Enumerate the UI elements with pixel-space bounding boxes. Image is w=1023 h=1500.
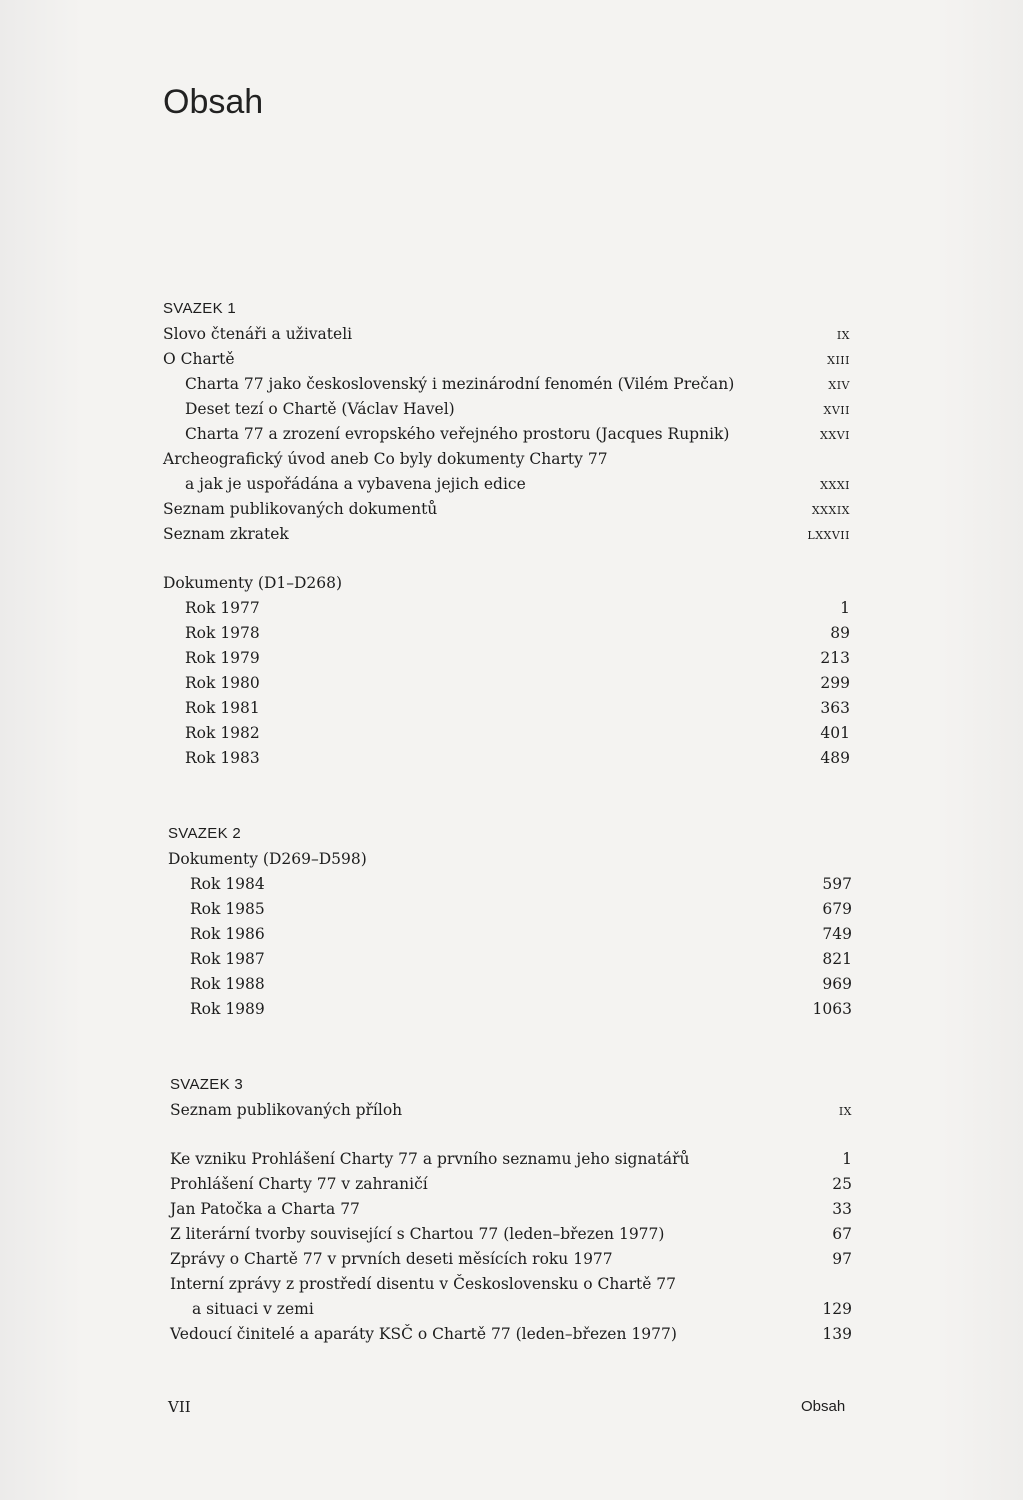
toc-entry-page: 401 (820, 724, 850, 742)
toc-entry-title: Vedoucí činitelé a aparáty KSČ o Chartě 77 (leden–březen 1977) (170, 1325, 677, 1343)
toc-entry[interactable] (163, 497, 850, 521)
toc-entry-title: Rok 1986 (190, 925, 265, 943)
toc-entry[interactable] (170, 1222, 852, 1246)
toc-entry[interactable] (170, 1272, 852, 1296)
volume-heading: SVAZEK 3 (170, 1076, 243, 1093)
toc-entry[interactable] (163, 571, 850, 595)
toc-entry-title: Rok 1977 (185, 599, 260, 617)
toc-entry-title: Zprávy o Chartě 77 v prvních deseti měsících roku 1977 (170, 1250, 613, 1268)
toc-entry-page: 139 (822, 1325, 852, 1343)
toc-entry[interactable] (163, 472, 850, 496)
toc-entry-page: ix (838, 1101, 852, 1119)
toc-entry[interactable] (163, 347, 850, 371)
toc-entry[interactable] (163, 646, 850, 670)
toc-entry-page: xiv (828, 375, 850, 393)
toc-entry-title: Rok 1987 (190, 950, 265, 968)
toc-entry[interactable] (168, 947, 852, 971)
toc-entry-page: xxvi (820, 425, 850, 443)
toc-entry-title: Ke vzniku Prohlášení Charty 77 a prvního seznamu jeho signatářů (170, 1150, 690, 1168)
toc-entry[interactable] (163, 721, 850, 745)
toc-entry-page: xxxix (811, 500, 850, 518)
toc-entry-title: Dokumenty (D269–D598) (168, 850, 367, 868)
toc-entry-page: 97 (832, 1250, 852, 1268)
toc-entry[interactable] (163, 447, 850, 471)
toc-entry-title: Charta 77 jako československý i mezinárodní fenomén (Vilém Prečan) (185, 375, 735, 393)
toc-entry-page: xiii (827, 350, 850, 368)
toc-entry[interactable] (170, 1247, 852, 1271)
toc-entry-title: Seznam zkratek (163, 525, 289, 543)
toc-entry-page: 89 (830, 624, 850, 642)
footer-section-name: Obsah (801, 1398, 846, 1415)
toc-entry[interactable] (170, 1172, 852, 1196)
toc-entry[interactable] (163, 397, 850, 421)
toc-entry-page: 1 (842, 1150, 852, 1168)
toc-entry-page: 1063 (812, 1000, 852, 1018)
toc-entry-title: Archeografický úvod aneb Co byly dokumenty Charty 77 (163, 450, 608, 468)
toc-entry-title: Rok 1980 (185, 674, 260, 692)
volume-heading: SVAZEK 1 (163, 300, 236, 317)
toc-entry[interactable] (163, 372, 850, 396)
toc-entry-page: 489 (820, 749, 850, 767)
toc-entry-title: a situaci v zemi (192, 1300, 314, 1318)
toc-entry[interactable] (168, 872, 852, 896)
toc-entry-title: Jan Patočka a Charta 77 (170, 1200, 360, 1218)
toc-entry-title: Rok 1983 (185, 749, 260, 767)
toc-entry[interactable] (163, 422, 850, 446)
toc-entry[interactable] (170, 1197, 852, 1221)
toc-entry-page: xxxi (820, 475, 850, 493)
toc-entry-page: 821 (822, 950, 852, 968)
toc-entry-page: 1 (840, 599, 850, 617)
toc-entry[interactable] (163, 671, 850, 695)
toc-entry[interactable] (163, 621, 850, 645)
toc-entry-page: 33 (832, 1200, 852, 1218)
toc-entry-page: 129 (822, 1300, 852, 1318)
toc-entry[interactable] (168, 972, 852, 996)
toc-entry[interactable] (168, 847, 852, 871)
toc-entry-title: Rok 1985 (190, 900, 265, 918)
toc-entry-page: lxxvii (807, 525, 850, 543)
toc-entry-title: Rok 1984 (190, 875, 265, 893)
toc-entry-title: Charta 77 a zrození evropského veřejného prostoru (Jacques Rupnik) (185, 425, 730, 443)
toc-entry-page: 597 (822, 875, 852, 893)
toc-entry[interactable] (163, 596, 850, 620)
toc-entry-page: xvii (823, 400, 850, 418)
toc-entry[interactable] (170, 1098, 852, 1122)
toc-entry-title: Rok 1981 (185, 699, 260, 717)
toc-entry[interactable] (163, 522, 850, 546)
toc-entry-page: 213 (820, 649, 850, 667)
toc-entry[interactable] (168, 997, 852, 1021)
toc-entry-title: Prohlášení Charty 77 v zahraničí (170, 1175, 428, 1193)
toc-entry[interactable] (170, 1322, 852, 1346)
toc-entry[interactable] (163, 696, 850, 720)
toc-entry[interactable] (170, 1147, 852, 1171)
toc-entry-page: 749 (822, 925, 852, 943)
toc-entry[interactable] (163, 746, 850, 770)
toc-entry-title: Seznam publikovaných příloh (170, 1101, 403, 1119)
toc-entry[interactable] (168, 922, 852, 946)
toc-entry-title: Rok 1979 (185, 649, 260, 667)
toc-entry-title: Interní zprávy z prostředí disentu v Československu o Chartě 77 (170, 1275, 677, 1293)
volume-heading: SVAZEK 2 (168, 825, 241, 842)
toc-entry-page: ix (836, 325, 850, 343)
toc-entry-title: Slovo čtenáři a uživateli (163, 325, 353, 343)
toc-entry-title: a jak je uspořádána a vybavena jejich edice (185, 475, 526, 493)
toc-entry-title: Rok 1978 (185, 624, 260, 642)
toc-entry-title: Rok 1989 (190, 1000, 265, 1018)
toc-entry-title: O Chartě (163, 350, 235, 368)
toc-entry-title: Z literární tvorby související s Chartou 77 (leden–březen 1977) (170, 1225, 665, 1243)
toc-entry-title: Seznam publikovaných dokumentů (163, 500, 438, 518)
footer-page-number: VII (168, 1398, 191, 1416)
toc-entry-page: 25 (832, 1175, 852, 1193)
toc-entry-page: 67 (832, 1225, 852, 1243)
page-title: Obsah (163, 83, 264, 121)
toc-entry-page: 679 (822, 900, 852, 918)
toc-entry-title: Rok 1988 (190, 975, 265, 993)
toc-entry-page: 363 (820, 699, 850, 717)
toc-entry-page: 299 (820, 674, 850, 692)
toc-entry-title: Deset tezí o Chartě (Václav Havel) (185, 400, 455, 418)
toc-entry-title: Dokumenty (D1–D268) (163, 574, 343, 592)
toc-entry-page: 969 (822, 975, 852, 993)
toc-entry-title: Rok 1982 (185, 724, 260, 742)
toc-entry[interactable] (168, 897, 852, 921)
toc-entry[interactable] (163, 322, 850, 346)
toc-entry[interactable] (170, 1297, 852, 1321)
